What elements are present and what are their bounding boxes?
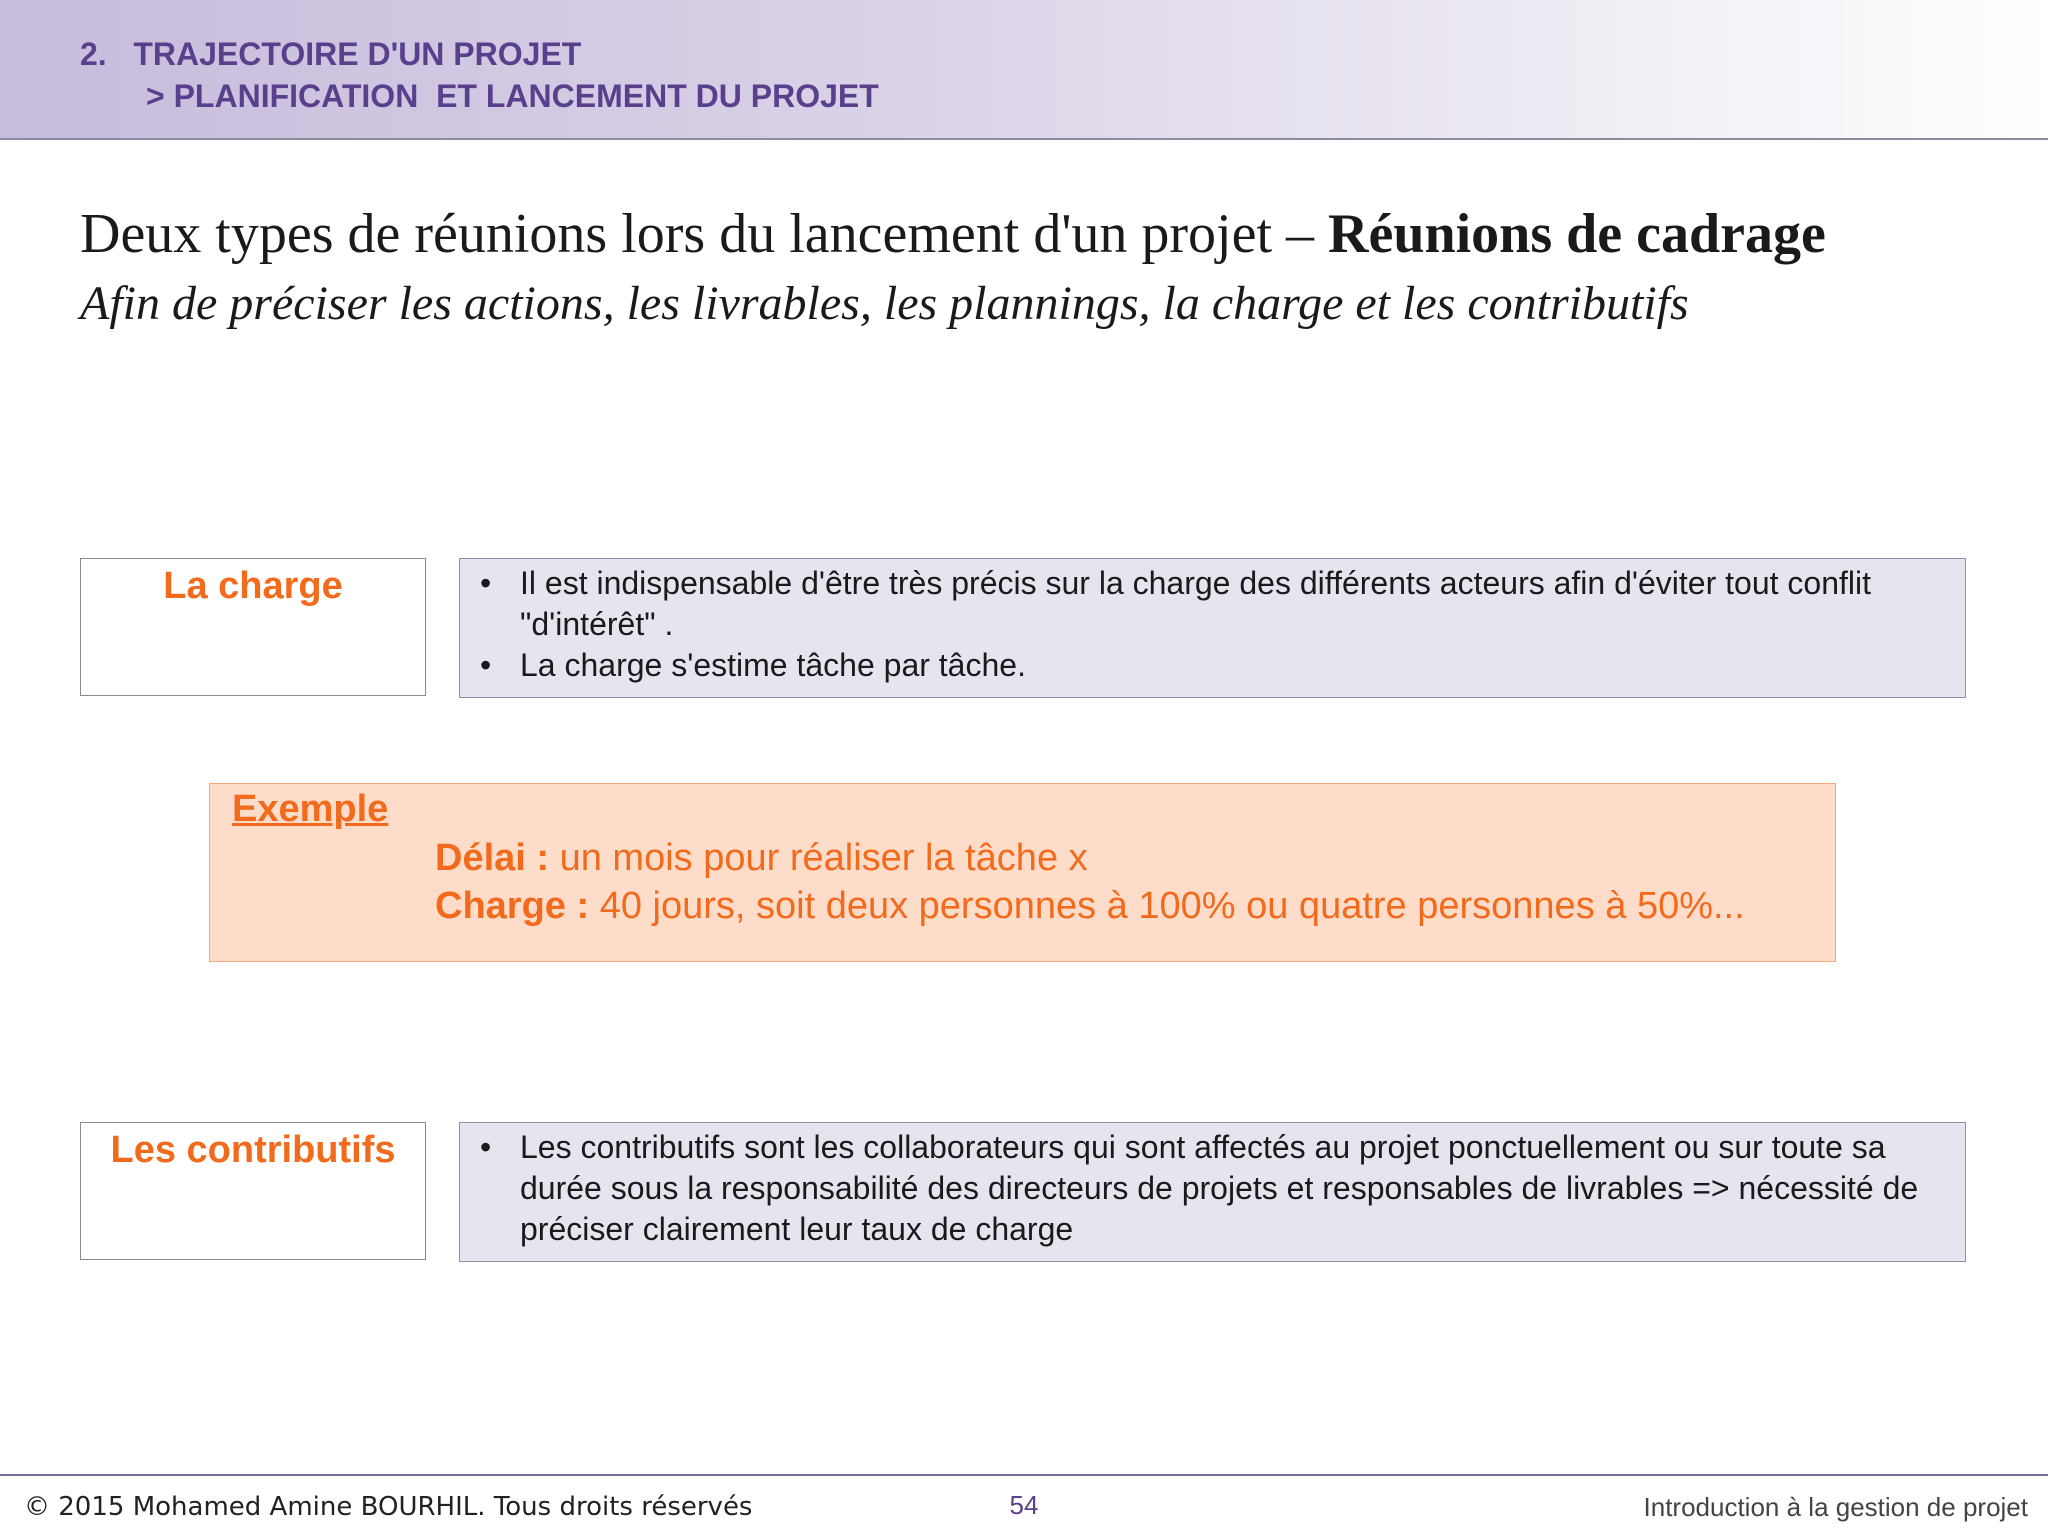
- bullet-item: [480, 563, 1935, 645]
- example-box: [209, 783, 1836, 962]
- example-label: Délai :: [435, 837, 550, 879]
- example-text: un mois pour réaliser la tâche x: [549, 837, 1088, 879]
- subsection-heading: > PLANIFICATION ET LANCEMENT DU PROJET: [146, 78, 879, 114]
- label-box-contributifs: [80, 1122, 426, 1260]
- example-title: Exemple: [232, 788, 389, 830]
- section-heading: 2. TRAJECTOIRE D'UN PROJET: [80, 36, 582, 72]
- slide-title-bold: Réunions de cadrage: [1328, 203, 1826, 265]
- label-charge: La charge: [163, 565, 343, 607]
- label-contributifs: Les contributifs: [110, 1129, 396, 1171]
- page-number: 54: [1009, 1490, 1039, 1520]
- bullet-item: [480, 645, 1935, 686]
- example-text: 40 jours, soit deux personnes à 100% ou quatre personnes à 50%...: [589, 885, 1745, 927]
- slide-title: [80, 202, 1980, 266]
- example-line-delai: [435, 837, 1088, 880]
- bullet-text: Il est indispensable d'être très précis sur la charge des différents acteurs afin d'éviter tout conflit "d'intérêt" .: [520, 565, 1871, 642]
- bullet-icon: •: [480, 647, 492, 683]
- bullet-list-charge: [480, 563, 1935, 686]
- bullet-text: La charge s'estime tâche par tâche.: [520, 647, 1026, 683]
- label-box-charge: [80, 558, 426, 696]
- bullet-icon: •: [480, 1129, 492, 1165]
- footer-divider: [0, 1474, 2048, 1476]
- example-line-charge: [435, 885, 1745, 928]
- content-box-charge: [459, 558, 1966, 698]
- bullet-list-contributifs: [480, 1127, 1935, 1250]
- slide-title-normal: Deux types de réunions lors du lancement d'un projet –: [80, 203, 1329, 265]
- footer-course-title: Introduction à la gestion de projet: [1643, 1492, 2028, 1522]
- bullet-icon: •: [480, 565, 492, 601]
- footer-copyright: © 2015 Mohamed Amine BOURHIL. Tous droits réservés: [24, 1492, 753, 1522]
- content-box-contributifs: [459, 1122, 1966, 1262]
- bullet-text: Les contributifs sont les collaborateurs qui sont affectés au projet ponctuellement ou sur toute sa durée sous la responsabilité des directeurs de projets et responsables de livrables => nécessité de préciser clairement leur taux de charge: [520, 1129, 1919, 1247]
- bullet-item: [480, 1127, 1935, 1250]
- example-label: Charge :: [435, 885, 590, 927]
- slide-subtitle: Afin de préciser les actions, les livrables, les plannings, la charge et les contributifs: [80, 277, 1689, 330]
- header-band: [0, 0, 2048, 140]
